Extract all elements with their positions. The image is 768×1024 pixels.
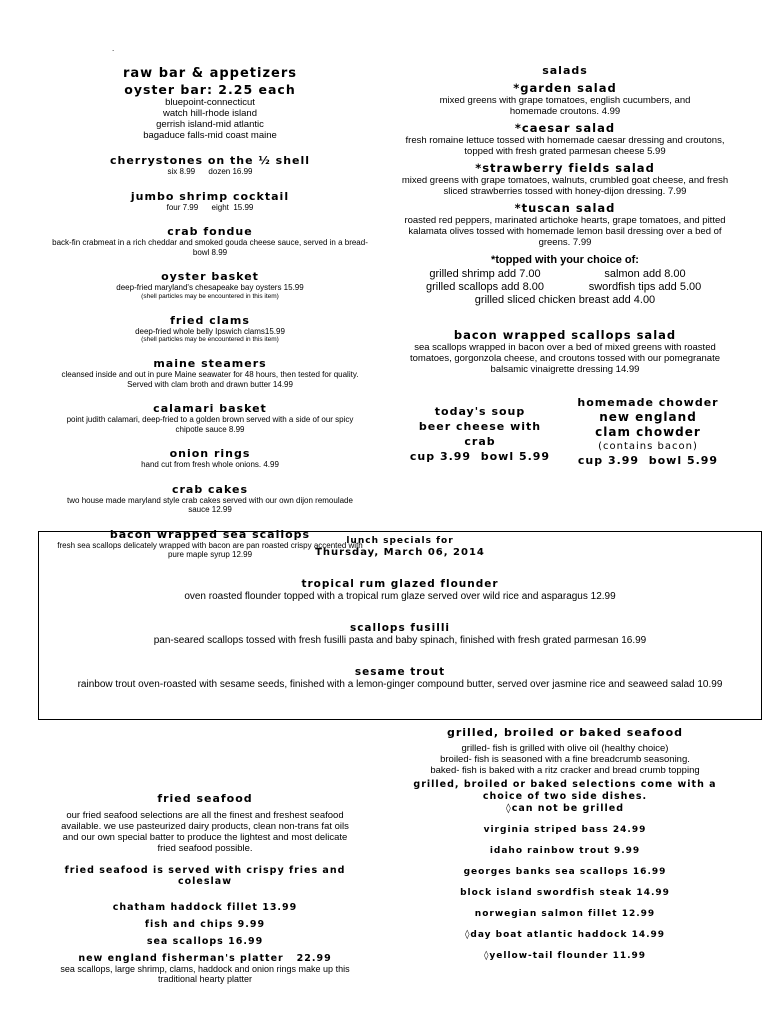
salad-item: [395, 161, 735, 197]
fried-item: new england fisherman's platter 22.99: [78, 953, 332, 964]
salad-name: bacon wrapped scallops salad: [453, 328, 677, 342]
intro-line: grilled- fish is grilled with olive oil (healthy choice): [461, 743, 669, 754]
salads-section: [395, 64, 735, 375]
stray-dot: .: [112, 44, 115, 53]
lunch-dish: [39, 666, 761, 691]
item-desc: six 8.99 dozen 16.99: [167, 167, 253, 176]
choice-line: choice of two side dishes.: [482, 791, 648, 802]
raw-bar-title: raw bar & appetizers: [122, 66, 297, 81]
item-name: onion rings: [169, 447, 251, 460]
oyster-item: gerrish island-mid atlantic: [156, 119, 264, 130]
lunch-heading: lunch specials for: [346, 536, 454, 546]
topping-item: salmon add 8.00: [604, 268, 686, 280]
choice-line: ◊can not be grilled: [506, 803, 624, 814]
salad-desc: roasted red peppers, marinated artichoke hearts, grape tomatoes, and pitted kalamata olives tossed with homemade lemon basil dressing over a bed of greens. 7.99: [404, 215, 726, 248]
grilled-item: block island swordfish steak 14.99: [460, 888, 670, 898]
item-note: (shell particles may be encountered in this item): [141, 292, 279, 300]
lunch-specials-box: [38, 531, 762, 720]
item-desc: fresh sea scallops delicately wrapped with bacon are pan roasted crispy accented with pure maple syrup 12.99: [57, 540, 363, 559]
item-name: crab cakes: [171, 482, 249, 496]
toppings-list: [405, 268, 725, 307]
lunch-dish: [39, 578, 761, 603]
salad-name: *tuscan salad: [514, 201, 616, 215]
dish-name: tropical rum glazed flounder: [301, 578, 499, 590]
item-name: maine steamers: [153, 357, 267, 370]
grilled-choice: [395, 779, 735, 815]
chowder-name: clam chowder: [595, 425, 701, 439]
topping-item: grilled shrimp add 7.00: [429, 268, 541, 280]
item-desc: hand cut from fresh whole onions. 4.99: [141, 460, 279, 469]
menu-item: [40, 154, 380, 177]
salad-desc: fresh romaine lettuce tossed with homemade caesar dressing and croutons, topped with fresh grated parmesan cheese 5.99: [405, 135, 725, 157]
salad-desc: mixed greens with grape tomatoes, english cucumbers, and homemade croutons. 4.99: [439, 95, 691, 117]
fried-section: [40, 792, 370, 984]
salad-desc: sea scallops wrapped in bacon over a bed of mixed greens with roasted tomatoes, gorgonzola cheese, and croutons tossed with our pomegranate balsamic vinaigrette dressing 14.99: [410, 342, 720, 375]
toppings-heading: *topped with your choice of:: [491, 254, 639, 266]
grilled-item: norwegian salmon fillet 12.99: [474, 909, 656, 919]
grilled-item: idaho rainbow trout 9.99: [489, 846, 641, 856]
salad-item: [395, 201, 735, 248]
item-desc: cleansed inside and out in pure Maine seawater for 48 hours, then tested for quality. Served with clam broth and drawn butter 14.99: [61, 370, 359, 389]
salads-title: salads: [542, 64, 588, 77]
grilled-item: virginia striped bass 24.99: [483, 825, 647, 835]
item-name: crab fondue: [167, 225, 253, 238]
item-desc: deep-fried maryland's chesapeake bay oysters 15.99: [116, 283, 304, 292]
grilled-item: ◊yellow-tail flounder 11.99: [483, 951, 647, 961]
item-name: oyster basket: [161, 270, 259, 283]
topping-item: grilled scallops add 8.00: [425, 281, 545, 293]
oyster-item: bagaduce falls-mid coast maine: [143, 130, 277, 141]
lunch-date: Thursday, March 06, 2014: [315, 547, 485, 558]
dish-name: scallops fusilli: [349, 622, 451, 634]
salad-desc: mixed greens with grape tomatoes, walnuts, crumbled goat cheese, and fresh sliced strawberries tossed with honey-dijon dressing. 7.99: [401, 175, 729, 197]
platter-desc: sea scallops, large shrimp, clams, haddock and onion rings make up this traditional hearty platter: [60, 964, 350, 984]
oyster-bar-heading: oyster bar: 2.25 each: [124, 82, 296, 97]
grilled-section: [395, 726, 735, 962]
grilled-item: ◊day boat atlantic haddock 14.99: [464, 930, 666, 940]
fried-title: fried seafood: [157, 792, 253, 805]
item-name: cherrystones on the ½ shell: [109, 154, 311, 167]
item-name: fried clams: [170, 313, 250, 327]
salad-name: *garden salad: [513, 81, 617, 95]
salad-item: [395, 121, 735, 157]
oyster-item: watch hill-rhode island: [163, 108, 257, 119]
dish-desc: rainbow trout oven-roasted with sesame seeds, finished with a lemon-ginger compound butter, served over jasmine rice and seaweed salad 10.99: [77, 679, 723, 690]
topping-item: grilled sliced chicken breast add 4.00: [474, 294, 656, 306]
menu-item: [40, 447, 380, 470]
item-name: calamari basket: [153, 402, 267, 415]
salad-name: *strawberry fields salad: [475, 161, 655, 175]
menu-item: [40, 357, 380, 389]
dish-name: sesame trout: [354, 666, 446, 678]
fried-item: chatham haddock fillet 13.99: [112, 902, 298, 913]
soup-prices: cup 3.99 bowl 5.99: [409, 450, 551, 463]
menu-item: [40, 402, 380, 434]
menu-item: [40, 270, 380, 301]
fried-item: fish and chips 9.99: [144, 919, 266, 930]
intro-line: baked- fish is baked with a ritz cracker and bread crumb topping: [430, 765, 700, 776]
menu-item: [40, 190, 380, 213]
soup-name: crab: [464, 435, 496, 448]
soup-name: beer cheese with: [418, 420, 542, 433]
chowder-title: homemade chowder: [577, 396, 719, 409]
salad-item: [395, 81, 735, 117]
item-note: (shell particles may be encountered in this item): [141, 336, 279, 343]
item-desc: deep-fried whole belly Ipswich clams15.99: [135, 326, 285, 336]
grilled-intro: [395, 743, 735, 776]
menu-item: [40, 483, 380, 515]
fried-item: sea scallops 16.99: [146, 936, 264, 947]
dish-desc: oven roasted flounder topped with a tropical rum glaze served over wild rice and asparagus 12.99: [184, 591, 616, 602]
menu-item: [40, 225, 380, 257]
chowder-name: new england: [599, 410, 697, 424]
grilled-title: grilled, broiled or baked seafood: [446, 726, 683, 739]
dish-desc: pan-seared scallops tossed with fresh fusilli pasta and baby spinach, finished with fresh grated parmesan 16.99: [153, 635, 647, 646]
chowder-note: (contains bacon): [598, 441, 698, 452]
salad-name: *caesar salad: [514, 121, 616, 135]
choice-line: grilled, broiled or baked selections come with a: [413, 779, 717, 790]
soup-title: today's soup: [434, 405, 526, 418]
intro-line: broiled- fish is seasoned with a fine breadcrumb seasoning.: [440, 754, 690, 765]
chowder-prices: cup 3.99 bowl 5.99: [577, 454, 719, 467]
item-name: jumbo shrimp cocktail: [130, 189, 290, 203]
fried-intro: our fried seafood selections are all the finest and freshest seafood available. we use pasteurized dairy products, clean non-trans fat oils and our own special batter to produce the lightest and most delicate fried seafood possible.: [61, 810, 349, 854]
item-desc: four 7.99 eight 15.99: [166, 202, 254, 212]
item-desc: back-fin crabmeat in a rich cheddar and smoked gouda cheese sauce, served in a bread-bowl 8.99: [52, 238, 368, 257]
raw-bar-section: [40, 66, 380, 560]
item-name: bacon wrapped sea scallops: [109, 527, 311, 541]
menu-item: [40, 314, 380, 345]
item-desc: two house made maryland style crab cakes served with our own dijon remoulade sauce 12.99: [67, 495, 353, 514]
chowder-section: [568, 396, 728, 468]
oyster-list: [40, 97, 380, 141]
lunch-dish: [39, 622, 761, 647]
fried-served: fried seafood is served with crispy fries and coleslaw: [64, 865, 346, 887]
grilled-item: georges banks sea scallops 16.99: [463, 867, 667, 877]
oyster-item: bluepoint-connecticut: [165, 97, 255, 108]
soup-section: [395, 404, 565, 464]
salad-item: [395, 328, 735, 375]
item-desc: point judith calamari, deep-fried to a golden brown served with a side of our spicy chipotle sauce 8.99: [66, 415, 354, 434]
topping-item: swordfish tips add 5.00: [588, 281, 702, 293]
